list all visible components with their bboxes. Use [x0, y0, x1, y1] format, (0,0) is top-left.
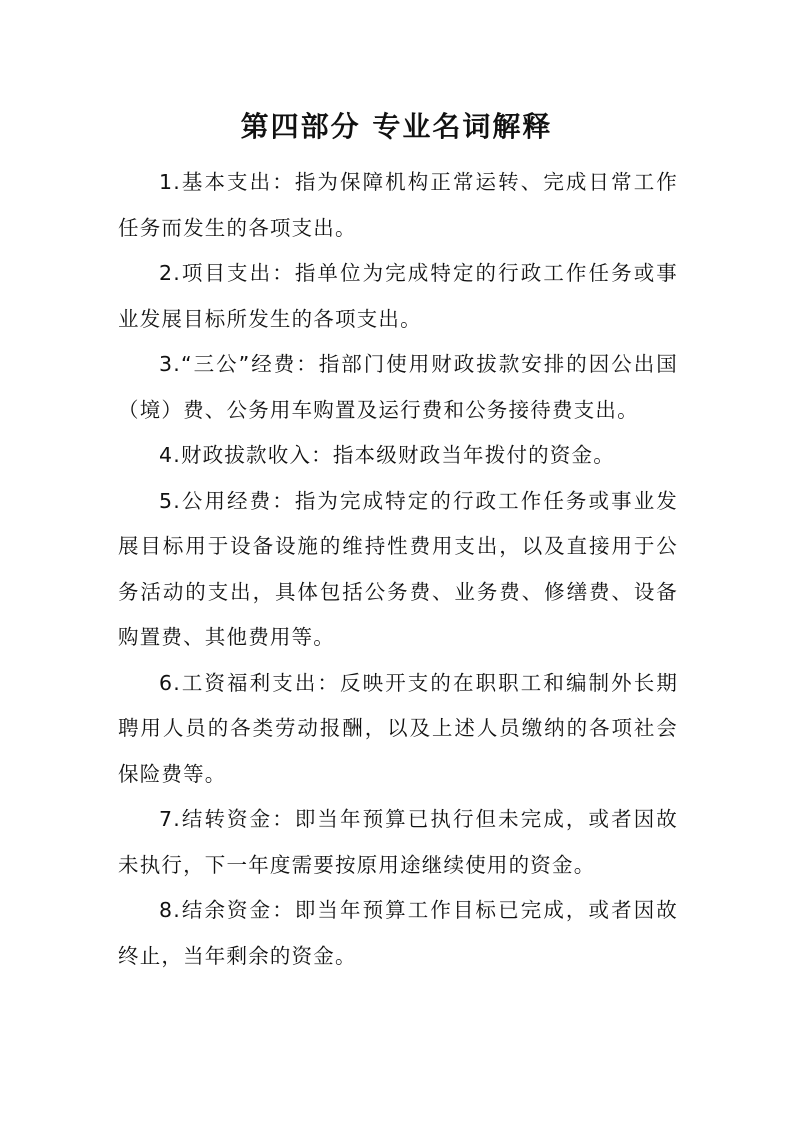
definition-text: 指单位为完成特定的行政工作任务或事业发展目标所发生的各项支出。 [118, 261, 678, 331]
definition-text: 指为保障机构正常运转、完成日常工作任务而发生的各项支出。 [118, 170, 678, 240]
definition-item-public-funds [118, 479, 678, 661]
definition-text: 指部门使用财政拔款安排的因公出国（境）费、公务用车购置及运行费和公务接待费支出。 [118, 352, 678, 422]
definition-text: 反映开支的在职职工和编制外长期聘用人员的各类劳动报酬，以及上述人员缴纳的各项社会保险费等。 [118, 670, 679, 786]
definition-item-carryover-funds [118, 797, 678, 888]
definition-term: 6.工资福利支出： [159, 670, 341, 695]
definition-term: 4.财政拔款收入： [159, 443, 333, 467]
definition-text: 指本级财政当年拨付的资金。 [332, 443, 615, 467]
definition-item-three-public-expenses [118, 342, 678, 433]
definition-term: 8.结余资金： [159, 898, 295, 922]
definition-term: 7.结转资金： [159, 807, 295, 831]
definition-term: 5.公用经费： [159, 488, 295, 513]
definition-term: 1.基本支出： [159, 170, 295, 194]
definition-term: 3.“三公”经费： [159, 352, 319, 376]
page-title: 第四部分 专业名词解释 [240, 110, 553, 143]
definitions-list [118, 160, 678, 979]
definition-item-wages-welfare [118, 661, 678, 798]
definition-text: 指为完成特定的行政工作任务或事业发展目标用于设备设施的维持性费用支出，以及直接用于公务活动的支出，具体包括公务费、业务费、修缮费、设备购置费、其他费用等。 [118, 488, 678, 649]
definition-item-surplus-funds [118, 888, 678, 979]
definition-text: 即当年预算工作目标已完成，或者因故终止，当年剩余的资金。 [118, 898, 678, 968]
definition-text: 即当年预算已执行但未完成，或者因故未执行，下一年度需要按原用途继续使用的资金。 [118, 807, 678, 877]
definition-item-project-expenditure [118, 251, 678, 342]
definition-item-basic-expenditure [118, 160, 678, 251]
definition-term: 2.项目支出： [159, 261, 295, 285]
definition-item-fiscal-appropriation-income [118, 433, 678, 479]
